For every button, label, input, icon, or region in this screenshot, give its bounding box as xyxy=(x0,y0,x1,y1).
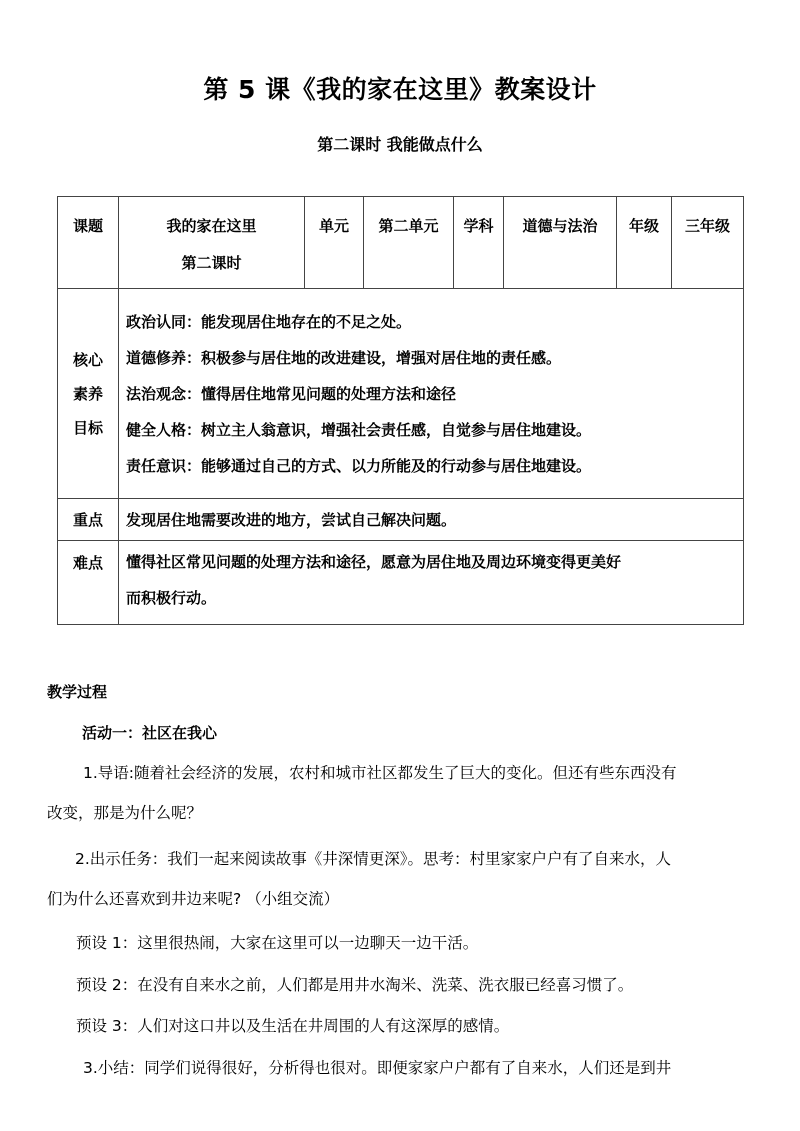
paragraph-task xyxy=(47,839,757,919)
table-row-key-points xyxy=(58,499,744,541)
paragraph-line: 改变，那是为什么呢？ xyxy=(47,804,203,822)
topic-label: 课题 xyxy=(72,217,103,235)
topic-value-line2: 第二课时 xyxy=(181,254,242,272)
goal-item: 健全人格：树立主人翁意识，增强社会责任感，自觉参与居住地建设。 xyxy=(126,420,592,439)
key-label-cell xyxy=(58,499,119,541)
subject-value-cell xyxy=(504,197,617,289)
unit-value: 第二单元 xyxy=(378,217,439,235)
lesson-info-table xyxy=(57,196,744,625)
goals-label-3: 目标 xyxy=(72,418,103,437)
key-label: 重点 xyxy=(72,511,103,529)
key-value: 发现居住地需要改进的地方，尝试自己解决问题。 xyxy=(126,511,457,529)
preset-3: 预设 3：人们对这口井以及生活在井周围的人有这深厚的感情。 xyxy=(76,1017,510,1035)
subject-label: 学科 xyxy=(463,217,494,235)
paragraph-summary: 3.小结：同学们说得很好，分析得也很对。即便家家户户都有了自来水，人们还是到井 xyxy=(83,1059,672,1077)
preset-2: 预设 2：在没有自来水之前，人们都是用井水淘米、洗菜、洗衣服已经喜习惯了。 xyxy=(76,976,634,994)
goal-item: 政治认同：能发现居住地存在的不足之处。 xyxy=(126,312,412,331)
goals-label-2: 素养 xyxy=(72,384,103,403)
document-subtitle: 第二课时 我能做点什么 xyxy=(317,135,483,154)
goals-cell xyxy=(119,289,744,499)
table-row-topic xyxy=(58,197,744,289)
subject-value: 道德与法治 xyxy=(522,217,598,235)
document-title: 第 5 课《我的家在这里》教案设计 xyxy=(203,75,597,104)
table-row-goals xyxy=(58,289,744,499)
paragraph-line: 们为什么还喜欢到井边来呢? （小组交流） xyxy=(47,890,340,908)
preset-1: 预设 1：这里很热闹，大家在这里可以一边聊天一边干活。 xyxy=(76,934,479,952)
difficult-value-cell xyxy=(119,541,744,625)
topic-value-cell xyxy=(119,197,305,289)
activity-heading: 活动一：社区在我心 xyxy=(82,724,218,742)
section-heading-teaching-process: 教学过程 xyxy=(47,683,108,701)
table-row-difficulties xyxy=(58,541,744,625)
unit-value-cell xyxy=(364,197,454,289)
paragraph-intro xyxy=(47,753,757,833)
paragraph-line: 2.出示任务：我们一起来阅读故事《井深情更深》。思考：村里家家户户有了自来水，人 xyxy=(75,850,672,868)
goal-item: 法治观念：懂得居住地常见问题的处理方法和途径 xyxy=(126,384,457,403)
subject-label-cell xyxy=(454,197,504,289)
key-value-cell xyxy=(119,499,744,541)
unit-label-cell xyxy=(305,197,364,289)
goal-item: 道德修养：积极参与居住地的改进建设，增强对居住地的责任感。 xyxy=(126,348,562,367)
goal-item: 责任意识：能够通过自己的方式、以力所能及的行动参与居住地建设。 xyxy=(126,456,592,475)
difficult-value-line2: 而积极行动。 xyxy=(126,589,217,607)
goals-label-cell xyxy=(58,289,119,499)
grade-value-cell xyxy=(672,197,744,289)
grade-label-cell xyxy=(617,197,672,289)
paragraph-line: 1.导语:随着社会经济的发展，农村和城市社区都发生了巨大的变化。但还有些东西没有 xyxy=(83,764,677,782)
goals-label-1: 核心 xyxy=(72,350,103,369)
difficult-label-cell xyxy=(58,541,119,625)
difficult-label: 难点 xyxy=(72,554,103,572)
topic-value-line1: 我的家在这里 xyxy=(166,217,257,235)
unit-label: 单元 xyxy=(318,217,349,235)
difficult-value-line1: 懂得社区常见问题的处理方法和途径，愿意为居住地及周边环境变得更美好 xyxy=(126,553,622,571)
topic-label-cell xyxy=(58,197,119,289)
grade-label: 年级 xyxy=(628,217,659,235)
grade-value: 三年级 xyxy=(684,217,730,235)
